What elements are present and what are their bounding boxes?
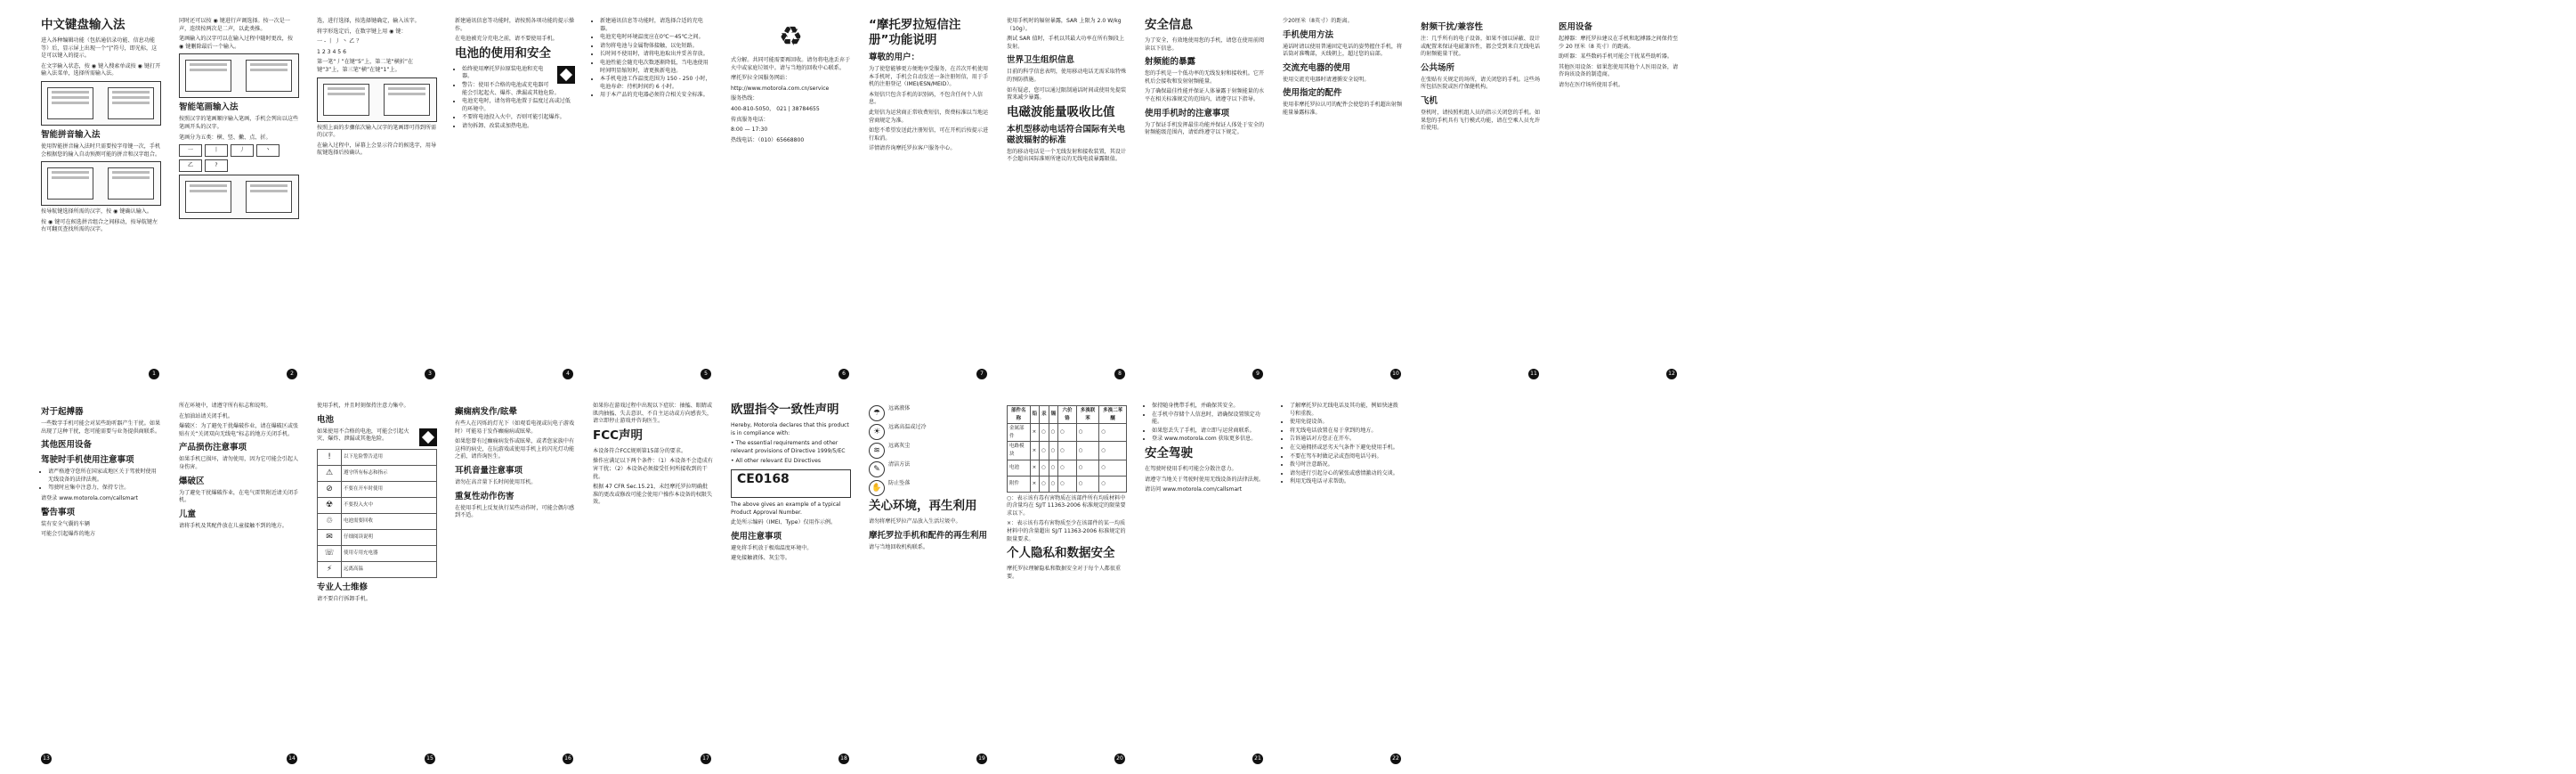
paragraph: 爆破区：为了避免干扰爆破作业，请在爆破区或张贴有关“关闭双向无线电”标志的地方关闭手机。 — [179, 423, 299, 437]
page-number: 4 — [563, 369, 573, 379]
section-heading: 对于起搏器 — [41, 407, 84, 417]
table-header: 铅 — [1030, 406, 1040, 424]
paragraph: 请遵守当地关于驾驶时使用无线设备的法律法规。 — [1145, 476, 1265, 483]
paragraph: 摩托罗拉全国服务网站： — [731, 75, 791, 82]
page-number: 6 — [838, 369, 849, 379]
table-cell: × — [1030, 424, 1040, 442]
paragraph: 使用手机，并且时刻保持注意力集中。 — [317, 403, 409, 409]
paragraph: 同时还可以按 ◉ 键进行声调选择。按一次是一声，连续按两次是二声，以此类推。 — [179, 18, 290, 32]
table-cell: 附件 — [1008, 476, 1031, 492]
paragraph: 此处所示编码（IMEI、Type）仅用作示例。 — [731, 519, 837, 526]
paragraph: 请不要自行拆卸手机。 — [317, 595, 371, 602]
care-label: 清洁方法 — [888, 461, 911, 468]
manual-icon: ✉ — [318, 529, 342, 545]
table-row — [318, 529, 437, 545]
table-cell: × — [1030, 476, 1040, 492]
paragraph: 在电池被充分充电之前，请不要使用手机。 — [455, 36, 558, 43]
manual-page-8 — [1001, 7, 1130, 383]
paragraph: 传真服务电话： — [731, 116, 769, 123]
section-heading: 使用指定的配件 — [1283, 88, 1342, 99]
stroke-key: 一 — [179, 144, 202, 157]
paragraph: 装有安全气囊的车辆 — [41, 520, 90, 527]
manual-page-17 — [587, 392, 717, 768]
table-cell: ○ — [1058, 442, 1077, 460]
paragraph: 按 ◉ 键可在候选拼音组合之间移动，按导航键左右可翻页查找所需的汉字。 — [41, 218, 158, 233]
paragraph: 按导航键选择所需的汉字，按 ◉ 键确认输入。 — [41, 208, 152, 216]
page-number: 16 — [563, 754, 573, 764]
paragraph: 本设备符合FCC规则第15部分的要求。 — [593, 447, 687, 454]
page-heading: 安全驾驶 — [1145, 445, 1193, 460]
paragraph: 为了使您能够更方便地享受服务，在首次开机使用本手机时，手机会自动发送一条注册短信，用于手机的注册登记（IMEI/ESN/MEID）。 — [869, 66, 989, 88]
list-item: • 请勿进行引起分心的紧张或感情激动的交谈。 — [1290, 470, 1403, 478]
hazardous-substance-table — [1007, 405, 1127, 493]
list-item: • 如果您丢失了手机，请立即与运营商联系。 — [1152, 428, 1265, 436]
page-number: 11 — [1528, 369, 1539, 379]
paragraph: 避免将手机放于极端温度环境中。 — [731, 544, 813, 551]
section-heading: 儿童 — [179, 509, 197, 519]
page-number: 5 — [701, 369, 711, 379]
manual-page-3 — [312, 7, 441, 383]
list-item: • 登录 www.motorola.com 获取更多信息。 — [1152, 436, 1265, 444]
paragraph: 目前的科学信息表明，使用移动电话无需采取特殊的预防措施。 — [1007, 69, 1127, 83]
paragraph: 进入各种编辑功能（包括通信录功能、信息功能等）后，显示屏上出现一个“|”符号，即光标，这是可以键入的提示。 — [41, 37, 158, 60]
paragraph: 请勿将摩托罗拉产品放入生活垃圾中。 — [869, 518, 961, 525]
caution-icon: ⚠ — [318, 465, 342, 481]
page-number: 8 — [1114, 369, 1125, 379]
page-heading: 安全信息 — [1145, 18, 1193, 32]
list-item: • 请严格遵守您所在国家或地区关于驾驶时使用无线设备的法律法规。 — [48, 468, 161, 484]
pinyin-figure — [41, 161, 161, 206]
care-label: 远离高温或过冷 — [888, 424, 927, 430]
section-heading: 射频能的暴露 — [1145, 57, 1196, 68]
page-heading: 关心环境，再生利用 — [869, 499, 977, 513]
table-header: 部件名称 — [1008, 406, 1031, 424]
manual-page-1 — [36, 7, 165, 383]
phone-icon: ☏ — [318, 545, 342, 561]
table-cell: ○ — [1099, 442, 1127, 460]
paragraph: 1 2 3 4 5 6 — [317, 48, 346, 55]
paragraph: 使用非摩托罗拉认可的配件会使您的手机超出射频能量暴露标准。 — [1283, 102, 1403, 116]
paragraph: • The essential requirements and other relevant provisions of Directive 1999/5/EC — [731, 440, 846, 454]
manual-page-4 — [450, 7, 579, 383]
table-cell: 仔细阅读说明 — [342, 529, 437, 545]
table-cell: 不要投入火中 — [342, 497, 437, 513]
table-cell: 以下危险警告适用 — [342, 449, 437, 465]
page-heading: 电磁波能量吸收比值 — [1007, 104, 1115, 119]
paragraph: 笔画分为五类：横、竖、撇、点、折。 — [179, 134, 271, 141]
paragraph: 为了避免干扰爆破作业，在电气雷管附近请关闭手机。 — [179, 489, 299, 504]
list-item: • 本手机电池工作温度范围为 150 - 250 小时，电池寿命：待机时间约 6 小时。 — [600, 76, 713, 91]
care-label: 防止坠落 — [888, 480, 911, 486]
table-row — [318, 513, 437, 529]
paragraph: 有些人在闪烁的灯光下（如观看电视或玩电子游戏时）可能易于发作癫痫病或眩晕。 — [455, 420, 575, 435]
table-cell: ○ — [1099, 460, 1127, 476]
paragraph: 在张贴有关规定的场所，请关闭您的手机。这些场所包括医院或医疗保健机构。 — [1421, 76, 1541, 91]
list-item: • 请勿拆卸、改装或加热电池。 — [462, 123, 575, 131]
care-item — [869, 480, 989, 496]
section-heading: 手机使用方法 — [1283, 29, 1334, 40]
stroke-figure — [179, 175, 299, 219]
paragraph: 注：几乎所有的电子设备，如果不加以屏蔽、设计或配置来保证电磁兼容性，都会受到来自无线电话的射频能量干扰。 — [1421, 36, 1541, 58]
paragraph: 请将手机及其配件放在儿童接触不到的地方。 — [179, 522, 288, 529]
paragraph: 式分解。共同可能需要再回收。请勿将电池丢弃于火中或家庭垃圾中。请与当地的回收中心联系。 — [731, 57, 851, 71]
service-url: http://www.motorola.com.cn/service — [731, 85, 830, 92]
paragraph: 如果你在游戏过程中出现以下症状：抽搐、眼睛或肌肉抽搐、失去意识、不自主运动或方向感丧失，请立即停止游戏并咨询医生。 — [593, 403, 713, 425]
paragraph: 将字形选定后，在数字键上用 ◉ 键： — [317, 28, 407, 35]
table-cell: 不要在开车时使用 — [342, 481, 437, 497]
table-cell: ○ — [1099, 476, 1127, 492]
recycle-icon: ♲ — [318, 513, 342, 529]
section-heading: 重复性动作伤害 — [455, 491, 514, 501]
list-item: • 电池充电时环境温度应在0℃～45℃之间。 — [600, 34, 713, 42]
table-row — [318, 545, 437, 561]
section-heading: 公共场所 — [1421, 62, 1455, 73]
care-item — [869, 443, 989, 459]
page-number: 9 — [1252, 369, 1263, 379]
table-header: 汞 — [1040, 406, 1049, 424]
paragraph: 为了安全，有效地使用您的手机，请您在使用前阅读以下信息。 — [1145, 37, 1265, 52]
paragraph: 起搏器：摩托罗拉建议在手机和起搏器之间保持至少 20 厘米（8 英寸）的距离。 — [1559, 36, 1679, 50]
page-number: 21 — [1252, 754, 1263, 764]
paragraph: 在使用手机上反复执行某些动作时，可能会偶尔感到不适。 — [455, 504, 575, 519]
table-cell: 电路模块 — [1008, 442, 1031, 460]
table-cell: × — [1030, 442, 1040, 460]
manual-page-13 — [36, 392, 165, 768]
table-cell: ○ — [1076, 442, 1099, 460]
care-item — [869, 424, 989, 440]
table-row — [1008, 406, 1127, 424]
table-row — [1008, 476, 1127, 492]
manual-page-5 — [587, 7, 717, 383]
care-label: 远离液体 — [888, 405, 911, 411]
care-label: 远离灰尘 — [888, 443, 911, 449]
ce-mark-figure — [731, 469, 851, 498]
manual-page-11 — [1415, 7, 1544, 383]
paragraph: 通话时请以使用普通固定电话的姿势握住手机，将话筒对准嘴部，天线朝上，超过您的肩部。 — [1283, 43, 1403, 58]
paragraph: 测试 SAR 值时，手机以其最大功率在所有频段上发射。 — [1007, 36, 1125, 50]
paragraph: 新建通讯信息等功能时，请按照各项功能的提示操作。 — [455, 18, 575, 32]
motorola-logo-icon — [557, 66, 575, 84]
section-heading: 交流充电器的使用 — [1283, 62, 1351, 73]
page-number: 3 — [425, 369, 435, 379]
paragraph: 如有疑虑，您可以通过限制通话时间或使用免提装置来减少暴露。 — [1007, 86, 1127, 102]
page-heading: 中文键盘输入法 — [41, 18, 126, 32]
bullet-list — [1145, 403, 1265, 444]
page-number: 18 — [838, 754, 849, 764]
paragraph: 在驾驶时使用手机可能会分散注意力。 — [1145, 465, 1237, 472]
table-cell: 远离高温 — [342, 561, 437, 577]
paragraph: 一 - 丨 丿 丶 乙 ？ — [317, 38, 362, 45]
sun-icon: ☀ — [869, 424, 885, 440]
paragraph: 根据 47 CFR Sec.15.21，未经摩托罗拉明确批准的更改或修改可能会使用户操作本设备的权限失效。 — [593, 484, 713, 506]
stroke-example-figure — [317, 77, 437, 122]
page-number: 2 — [287, 369, 297, 379]
section-heading: 使用手机时的注意事项 — [1145, 108, 1230, 118]
table-row — [318, 449, 437, 465]
table-cell: ○ — [1076, 460, 1099, 476]
section-heading: 警告事项 — [41, 507, 76, 517]
stroke-key: 乙 — [179, 159, 202, 172]
section-heading: 世界卫生组织信息 — [1007, 55, 1075, 66]
paragraph: 如果手机已损坏，请勿使用，因为它可能会引起人身伤害。 — [179, 456, 299, 470]
page-number: 15 — [425, 754, 435, 764]
table-header: 多溴二苯醚 — [1099, 406, 1127, 424]
manual-page-22 — [1277, 392, 1406, 768]
stroke-keys — [179, 144, 299, 172]
paragraph: 此短信为运营商正常收费短信，资费标准以当地运营商规定为准。 — [869, 109, 989, 124]
paragraph: 在输入过程中，屏幕上会显示符合的候选字，用导航键选择后按确认。 — [317, 142, 437, 157]
table-cell: ○ — [1058, 476, 1077, 492]
table-row — [1008, 442, 1127, 460]
section-heading: 智能笔画输入法 — [179, 102, 239, 113]
page-number: 19 — [976, 754, 987, 764]
manual-page-19 — [863, 392, 992, 768]
list-item: • 驾驶时应集中注意力，保持专注。 — [48, 485, 161, 493]
section-heading: 驾驶时手机使用注意事项 — [41, 455, 134, 466]
manual-page-12 — [1553, 7, 1682, 383]
table-cell: ○ — [1049, 476, 1058, 492]
paragraph: 本短信只包含手机的识别码，不包含任何个人信息。 — [869, 91, 983, 106]
list-item: • 使用免提设备。 — [1290, 419, 1403, 427]
section-heading: 摩托罗拉手机和配件的再生利用 — [869, 530, 988, 541]
list-item: • 不要将电池投入火中，否则可能引起爆炸。 — [462, 114, 575, 122]
tone-figure — [179, 53, 299, 98]
bullet-list — [593, 18, 713, 100]
dust-icon: ≋ — [869, 443, 885, 459]
page-number: 7 — [976, 369, 987, 379]
symbol-table — [317, 449, 437, 578]
paragraph: 第一笔“丿”在键“5”上，第二笔“横折”在键“3”上，第三笔“横”在键“1”上。 — [317, 59, 414, 73]
manual-page-10 — [1277, 7, 1406, 383]
table-cell: ○ — [1058, 424, 1077, 442]
page-heading: 个人隐私和数据安全 — [1007, 546, 1115, 561]
section-heading: 尊敬的用户： — [869, 53, 920, 62]
hand-icon: ✋ — [869, 480, 885, 496]
section-heading: 专业人士维修 — [317, 582, 369, 592]
fire-icon: ☢ — [318, 497, 342, 513]
phone-screen-figure — [41, 81, 161, 126]
paragraph: 为了保证手机发挥最佳功能并保证人体处于安全的射频能级范围内，请始终遵守以下规定。 — [1145, 121, 1265, 136]
paragraph: The above gives an example of a typical Product Approval Number. — [731, 501, 841, 516]
paragraph: 如果使用不合格的电池，可能会引起火灾、爆炸、泄漏或其他危险。 — [317, 428, 409, 443]
page-number: 17 — [701, 754, 711, 764]
manual-page-6 — [725, 7, 855, 383]
section-heading: 其他医用设备 — [41, 440, 93, 451]
page-number: 13 — [41, 754, 52, 764]
table-cell: 遵守所有标志和指示 — [342, 465, 437, 481]
page-number: 1 — [149, 369, 159, 379]
paragraph: 您的手机是一个低功率的无线发射和接收机。它开机后会接收和发射射频能量。 — [1145, 70, 1265, 85]
section-heading: 本机型移动电话符合国际有关电磁波辐射的标准 — [1007, 124, 1126, 145]
paragraph: 如果您曾有过癫痫病发作或眩晕，或者您家族中有这样的病史，在玩游戏或使用手机上的闪光灯功能之前，请咨询医生。 — [455, 438, 575, 460]
table-row — [318, 465, 437, 481]
section-heading: 爆破区 — [179, 476, 205, 486]
manual-page-9 — [1139, 7, 1268, 383]
list-item: • 请勿将电池与金属物体接触，以免短路。 — [600, 43, 713, 51]
table-cell: ○ — [1058, 460, 1077, 476]
hotline-number: 400-810-5050， 021 | 38784655 — [731, 105, 820, 112]
paragraph: 请勿在高音量下长时间使用耳机。 — [455, 478, 537, 485]
table-header: 六价铬 — [1058, 406, 1077, 424]
table-cell: ○ — [1049, 460, 1058, 476]
cleaning-icon: ✎ — [869, 461, 885, 477]
paragraph: 使用交流充电器时请遵循安全说明。 — [1283, 76, 1370, 83]
list-item: • 警告：使用不合格的电池或充电器可能会引起起火、爆炸、泄漏或其他危险。 — [462, 82, 575, 97]
stroke-key: 丨 — [205, 144, 228, 157]
table-cell: ○ — [1040, 460, 1049, 476]
paragraph: 摩托罗拉理解隐私和数据安全对于每个人都很重要。 — [1007, 566, 1121, 580]
paragraph: 服务热线： — [731, 95, 758, 102]
care-item — [869, 405, 989, 421]
table-row — [318, 561, 437, 577]
table-cell: ○ — [1049, 442, 1058, 460]
paragraph: 为了确保最佳性能并保证人体暴露于射频能量的水平在相关标准规定的范围内，请遵守以下指导。 — [1145, 88, 1265, 102]
table-header: 多溴联苯 — [1076, 406, 1099, 424]
list-item: • 新建通讯信息等功能时，请选择合适的充电器。 — [600, 18, 713, 33]
care-item — [869, 461, 989, 477]
paragraph: 使用手机时的辐射暴露，SAR 上限为 2.0 W/kg（10g）。 — [1007, 18, 1122, 32]
paragraph: 在文字输入状态，按 ◉ 键入搜索单或按 ◉ 键打开输入法菜单，选择所需输入法。 — [41, 62, 161, 77]
list-item: • 在交通拥挤或恶劣天气条件下避免使用手机。 — [1290, 444, 1403, 452]
table-cell: 金属部件 — [1008, 424, 1031, 442]
list-item: • 电池性能会随充电次数逐渐降低，当电池使用时间明显缩短时，请更换新电池。 — [600, 60, 713, 75]
table-cell: ○ — [1049, 424, 1058, 442]
table-header: 镉 — [1049, 406, 1058, 424]
paragraph: ×：表示该有毒有害物质至少在该部件的某一均质材料中的含量超出 SJ/T 11363-2006 标准规定的限量要求。 — [1007, 520, 1126, 542]
paragraph: 助听器：某些数码手机可能会干扰某些助听器。 — [1559, 53, 1673, 61]
paragraph: 所在环境中，请遵守所有标志和说明。 — [179, 403, 271, 409]
table-row — [318, 481, 437, 497]
service-hours: 8:00 — 17:30 — [731, 126, 768, 134]
manual-page-16 — [450, 392, 579, 768]
stroke-key: 丶 — [256, 144, 279, 157]
list-item: • 长时间不使用时，请将电池取出并妥善存放。 — [600, 51, 713, 59]
page-number: 12 — [1666, 369, 1677, 379]
page-number: 10 — [1390, 369, 1401, 379]
table-row — [1008, 424, 1127, 442]
section-heading: 使用注意事项 — [731, 531, 782, 542]
table-cell: 电池需要回收 — [342, 513, 437, 529]
list-item: • 告诉通话对方您正在开车。 — [1290, 436, 1403, 444]
bullet-list — [41, 468, 161, 493]
page-number: 20 — [1114, 754, 1125, 764]
section-heading: 飞机 — [1421, 95, 1438, 106]
section-heading: 癫痫病发作/眩晕 — [455, 407, 517, 417]
table-cell: ○ — [1076, 424, 1099, 442]
table-cell: 使用专用充电器 — [342, 545, 437, 561]
page-heading: “摩托罗拉短信注册”功能说明 — [869, 18, 961, 47]
paragraph: 操作应满足以下两个条件：（1）本设备不会造成有害干扰；（2）本设备必须接受任何所接收到的干扰。 — [593, 458, 713, 480]
paragraph: 按照上面的步骤依次输入汉字的笔画即可得到所需的汉字。 — [317, 124, 437, 139]
page-number: 22 — [1390, 754, 1401, 764]
paragraph: 您的移动电话是一个无线发射和接收装置，其设计不会超出国际准则所建议的无线电波暴露限值。 — [1007, 148, 1127, 163]
hotline-number: 热线电话：（010）65668800 — [731, 136, 805, 143]
table-cell: × — [1030, 460, 1040, 476]
paragraph: 登机时，请按照机组人员的指示关闭您的手机。如果您的手机具有飞行模式功能，请在空乘人员允许后使用。 — [1421, 109, 1541, 132]
section-heading: 智能拼音输入法 — [41, 129, 101, 140]
section-heading: 电池 — [317, 414, 335, 425]
stroke-key: ? — [205, 159, 228, 172]
warning-icon: ! — [318, 449, 342, 465]
table-cell: ○ — [1040, 476, 1049, 492]
paragraph: 可能会引起爆炸的地方 — [41, 531, 95, 538]
list-item: • 将无线电话放置在易于拿到的地方。 — [1290, 428, 1403, 436]
paragraph: 其他医用设备：如果您使用其他个人医用设备，请咨询该设备的制造商。 — [1559, 63, 1679, 78]
section-heading: 医用设备 — [1559, 22, 1593, 32]
page-heading: 欧盟指令一致性声明 — [731, 403, 839, 417]
page-number: 14 — [287, 754, 297, 764]
table-row — [1008, 460, 1127, 476]
callsmart-url: 请登录 www.motorola.com/callsmart — [41, 494, 139, 501]
paragraph: ○：表示该有毒有害物质在该部件所有均质材料中的含量均在 SJ/T 11363-2006 标准规定的限量要求以下。 — [1007, 494, 1126, 517]
section-heading: 耳机音量注意事项 — [455, 465, 523, 476]
paragraph: 请勿在医疗场所使用手机。 — [1559, 81, 1624, 88]
list-item: • 了解摩托罗拉无线电话及其功能，例如快速拨号和重拨。 — [1290, 403, 1403, 418]
lightning-icon: ⚡ — [318, 561, 342, 577]
list-item: • 电池充电时，请勿将电池置于温度过高或过低的环境中。 — [462, 98, 575, 113]
paragraph: 详情请咨询摩托罗拉客户服务中心。 — [869, 145, 956, 152]
paragraph: 一些数字手机可能会对某些助听器产生干扰。如果出现了这种干扰，您可能需要与业务提供商联系。 — [41, 420, 161, 435]
manual-page-2 — [174, 7, 303, 383]
umbrella-icon: ☂ — [869, 405, 885, 421]
table-cell: ○ — [1076, 476, 1099, 492]
manual-page-15 — [312, 392, 441, 768]
list-item: • 利用无线电话寻求帮助。 — [1290, 478, 1403, 486]
paragraph: 按照汉字的笔画顺序输入笔画，手机会列出以这些笔画开头的汉字。 — [179, 116, 299, 130]
paragraph: 笔画输入的汉字可以在输入过程中随时更改，按 ◉ 键删除最后一个输入。 — [179, 36, 293, 50]
recycle-icon: ♻ — [779, 21, 803, 53]
paragraph: 请与当地回收机构联系。 — [869, 543, 929, 550]
paragraph: 少20厘米（8英寸）的距离。 — [1283, 18, 1353, 24]
paragraph: 在加油站请关闭手机。 — [179, 412, 233, 420]
manual-page-20 — [1001, 392, 1130, 768]
section-heading: 射频干扰/兼容性 — [1421, 22, 1483, 32]
manual-page-18 — [725, 392, 855, 768]
table-row — [318, 497, 437, 513]
motorola-logo-icon — [419, 428, 437, 446]
list-item: • 保持随身携带手机，并确保其安全。 — [1152, 403, 1265, 411]
paragraph: Hereby, Motorola declares that this product is in compliance with: — [731, 422, 849, 436]
paragraph: 如您不希望发送此注册短信，可在开机后按提示进行取消。 — [869, 127, 989, 142]
list-item: • 拨号时注意路况。 — [1290, 461, 1403, 469]
ce-mark: CE0168 — [737, 471, 790, 486]
paragraph: 选，进行选择，按选择键确定，输入该字。 — [317, 18, 420, 24]
stroke-key: 丿 — [231, 144, 254, 157]
manual-page-7 — [863, 7, 992, 383]
table-cell: ○ — [1099, 424, 1127, 442]
list-item: • 在手机中存储个人信息时，请确保设置锁定功能。 — [1152, 411, 1265, 427]
paragraph: • All other relevant EU Directives — [731, 458, 822, 465]
table-cell: ○ — [1040, 442, 1049, 460]
table-cell: ○ — [1040, 424, 1049, 442]
page-heading: 电池的使用和安全 — [455, 45, 551, 61]
callsmart-url: 请访问 www.motorola.com/callsmart — [1145, 486, 1243, 493]
list-item: • 用于本产品的充电器必须符合相关安全标准。 — [600, 92, 713, 100]
manual-page-14 — [174, 392, 303, 768]
bullet-list — [1283, 403, 1403, 486]
prohibited-icon: ⊘ — [318, 481, 342, 497]
list-item: • 不要在驾车时做记录或查阅电话号码。 — [1290, 453, 1403, 461]
manual-page-21 — [1139, 392, 1268, 768]
table-cell: 电池 — [1008, 460, 1031, 476]
list-item: • 始终使用摩托罗拉原装电池和充电器。 — [462, 66, 575, 81]
page-heading: FCC声明 — [593, 428, 644, 443]
paragraph: 避免接触液体、灰尘等。 — [731, 555, 791, 562]
section-heading: 产品损伤注意事项 — [179, 443, 247, 453]
paragraph: 使用智能拼音输入法时只需要按字母键一次，手机会根据您的输入自动预测可能的拼音和汉字组合。 — [41, 143, 161, 158]
